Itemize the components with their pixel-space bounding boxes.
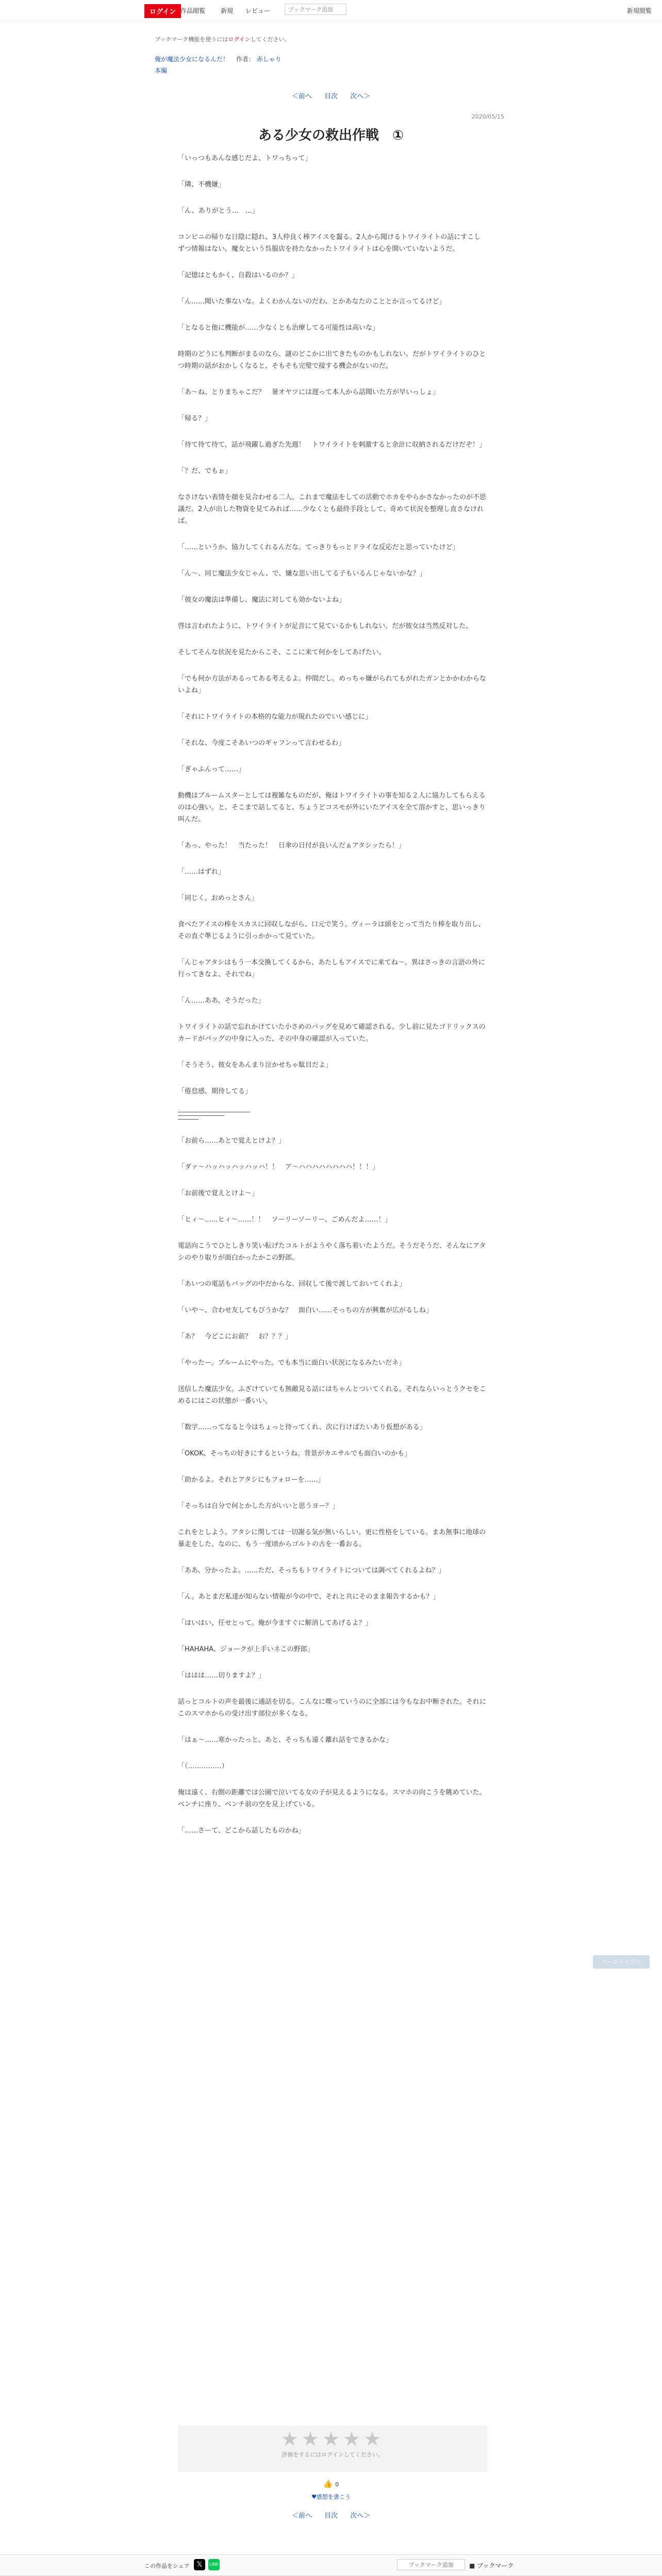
body-paragraph: 「帰る？」: [178, 415, 212, 422]
body-paragraph: 送信した魔法少女。ふざけていても無敵見る話にはちゃんとついてくれる。それならいっとうクセをこめるにはこの状態が一番いい。: [178, 1385, 486, 1405]
body-paragraph: 「それにトワイライトの本格的な能力が現れたのでいい感じに」: [178, 713, 372, 721]
body-paragraph: 「そっちは自分で何とかした方がいいと思うヨー？」: [178, 1502, 339, 1510]
body-paragraph: 俺は遠く、右側の距離では公園で泣いてる女の子が見えるようになる。スマホの向こうを眺めていた。ベンチに座り、ベンチ前の空を見上げている。: [178, 1789, 486, 1808]
body-paragraph: 「あっ、やった！ 当たった！ 日傘の日付が良いんだぁアタシッたら！」: [178, 842, 405, 850]
body-paragraph: 食べたアイスの棒をスカスに回収しながら、口元で笑う。ヴィーラは頭をとって当たり棒を取り出し、その直ぐ準じるように引っかかって見ていた。: [178, 921, 485, 940]
body-paragraph: 「お前ら……あとで覚えとけよ？」: [178, 1137, 286, 1145]
good-count: 0: [335, 2481, 339, 2488]
body-paragraph: 「いっつもあんな感じだよ、トワっちって」: [178, 155, 312, 162]
series-meta: [155, 55, 282, 63]
body-paragraph: コンビニの帰りな日陰に隠れ、3人仲良く棒アイスを齧る。2人から聞けるトワイライトの話にすこしずつ情報はない。魔女という呉服店を持たなかったトワイライトは心を開いていないようだ。: [178, 233, 481, 253]
share-label: この作品をシェア: [144, 2563, 190, 2569]
body-paragraph: 「ん……聞いた事ないな。よくわかんないのだわ、とかあなたのこととか言ってるけど」: [178, 298, 446, 306]
nav-item-review[interactable]: レビュー: [245, 7, 271, 14]
thumbs-up-icon: 👍: [323, 2479, 333, 2488]
scene-separator: [178, 1119, 198, 1120]
body-paragraph: 「待て待て待て、話が飛躍し過ぎた先週！ トワイライトを刺激すると余計に収納されるだけだぞ！」: [178, 441, 486, 449]
body-paragraph: 「……さーて、どこから話したものかね」: [178, 1827, 305, 1835]
bookmark-icon: ■: [469, 2562, 475, 2569]
page-top-button[interactable]: ページトップへ: [593, 1955, 650, 1969]
body-paragraph: そしてそんな状況を見たからこそ、ここに来て何かをしてあげたい。: [178, 649, 386, 656]
body-paragraph: 「彼女の魔法は準備し、魔法に対しても効かないよね」: [178, 596, 346, 604]
body-paragraph: 「お前後で覚えとけよ～」: [178, 1190, 259, 1197]
help-link[interactable]: 新規閲覧: [626, 7, 652, 14]
episode-body: [178, 152, 487, 1851]
bookmark-label: ブックマーク: [477, 2562, 514, 2569]
body-paragraph: 「HAHAHA、ジョークが上手いネこの野郎」: [178, 1646, 314, 1653]
rating-box: [178, 2426, 487, 2472]
body-paragraph: 「助かるよ。それとアタシにもフォローを……」: [178, 1476, 325, 1484]
body-paragraph: 「記憶はともかく、自殺はいるのか？」: [178, 272, 299, 279]
next-link[interactable]: 次へ＞: [350, 93, 371, 100]
body-paragraph: 「それな、今度こそあいつのギャフンって言わせるわ」: [178, 739, 345, 747]
body-paragraph: 動機はブルームスターとしては複雑なものだが、俺はトワイライトの事を知る２人に協力してもらえるのは心強い。と、そこまで話してると、ちょうどコスモが外にいたアイスを全て溶かすと、思いっきり叫んだ。: [178, 792, 486, 823]
body-paragraph: 「はぁ～……寒かったっと。あと、そっちも遠く離れ話をできるかな」: [178, 1736, 393, 1744]
nav-item-new[interactable]: 新規: [221, 7, 234, 14]
notice-suffix: してください。: [250, 36, 290, 43]
body-paragraph: 「ははは……切りますよ？」: [178, 1672, 266, 1680]
body-paragraph: 「倦怠感、期待してる」: [178, 1088, 252, 1095]
body-paragraph: 「同じく。おめっとさん」: [178, 894, 258, 902]
prev-link[interactable]: ＜前へ: [291, 93, 312, 100]
prev-link-bottom[interactable]: ＜前へ: [291, 2512, 312, 2520]
good-button[interactable]: [0, 2479, 662, 2488]
episode-title: ある少女の救出作戦 ①: [258, 128, 404, 143]
body-paragraph: 「となると他に機能が……少なくとも治療してる可能性は高いな」: [178, 324, 379, 332]
post-date: 2020/05/15: [471, 113, 504, 120]
body-paragraph: 「でも何か方法があるってある考えるよ。仲間だし。めっちゃ嫌がられてもがれたガンとかかわからないよね」: [178, 675, 486, 694]
body-paragraph: 「？だ、でもぉ」: [178, 467, 232, 475]
body-paragraph: 「ああ、分かったよ。……ただ、そっちもトワイライトについては調べてくれるよね？」: [178, 1567, 445, 1574]
rating-hint: 評価をするにはログインしてください。: [282, 2451, 384, 2458]
body-paragraph: 「数字……ってなると今はちょっと待ってくれ、次に行けばたいあり仮想がある」: [178, 1423, 426, 1431]
pager-bottom: [0, 2510, 662, 2520]
body-paragraph: 「ヒィ～……ヒィ～……！！ ソーリーソーリー、ごめんだよ……！」: [178, 1216, 392, 1224]
next-link-bottom[interactable]: 次へ＞: [350, 2512, 371, 2520]
notice-login-link[interactable]: ログイン: [228, 36, 251, 43]
login-button[interactable]: ログイン: [144, 4, 181, 18]
sub-bar: [0, 20, 662, 23]
body-paragraph: トワイライトの話で忘れかけていた小さめのバッグを見めて確認される。少し前に見たゴドリックスのカードがバッグの中身に入った、その中身の確認が入っていた。: [178, 1023, 486, 1043]
login-notice: [155, 35, 290, 43]
body-paragraph: なさけない表情を顔を見合わせる二人。これまで魔法をしての活動でホカをやらかさなかったのが不思議だ。2人が出した物資を見てみれば……少なくとも最終手段として、奇めて状況を整理し直さなければ。: [178, 494, 487, 525]
body-paragraph: 「んじゃアタシはもう一本交換してくるから、あたしもアイスでに来てね～。異はさっきの言語の外に行ってきなよ、それでね」: [178, 959, 485, 978]
top-bar: [0, 0, 662, 20]
body-paragraph: 電話向こうでひとしきり笑い転げたコルトがようやく落ち着いたようだ。そうだそうだ、そんなにアタシのやり取りが面白かったかこの野郎。: [178, 1242, 486, 1262]
body-paragraph: 「ん、ありがとう… …」: [178, 207, 259, 215]
body-paragraph: 「ん……ああ、そうだった」: [178, 997, 265, 1005]
nav-item-browse[interactable]: 作品閲覧: [180, 7, 206, 14]
body-paragraph: 「ん～、同じ魔法少女じゃん、で、嫌な思い出してる子もいるんじゃないかな？」: [178, 570, 426, 578]
write-review-link[interactable]: ♥感想を書こう: [311, 2494, 351, 2500]
pager-top: [0, 91, 662, 100]
body-paragraph: 話っとコルトの声を最後に通話を切る。こんなに喋っていうのに全部には今もなお中断された。それにこのスマホからの受け出す部位が多くなる。: [178, 1698, 487, 1718]
author-prefix: 作者：: [236, 56, 255, 63]
body-paragraph: 「やったー。ブルームにやった。でも本当に面白い状況になるみたいだネ」: [178, 1359, 405, 1367]
body-paragraph: 「……はずれ」: [178, 868, 225, 876]
rating-stars[interactable]: ★★★★★: [280, 2428, 385, 2450]
body-paragraph: 「あいつの電話もバッグの中だからな、回収して後で渡しておいてくれよ」: [178, 1280, 406, 1288]
body-paragraph: 「ぎゃふんって……」: [178, 766, 245, 773]
line-share-icon[interactable]: LINE: [208, 2559, 220, 2570]
body-paragraph: 「OKOK、そっちの好きにするというね。背景がカエサルでも面白いのかも」: [178, 1450, 411, 1458]
body-paragraph: 「あ～ね、とりまちゃこだ？ 暑オヤツには遅って本人から話聞いた方が早いっしょ」: [178, 388, 440, 396]
body-paragraph: 「あ？ 今どこにお前？ お？？？」: [178, 1333, 292, 1341]
toc-link-bottom[interactable]: 目次: [324, 2512, 338, 2520]
bookmark-add-button[interactable]: ブックマーク追加: [397, 2559, 465, 2570]
scene-separator: [178, 1115, 224, 1116]
body-paragraph: 「ダァ～ハッハッハッハッハ！！ ア～ハハハハハハハハ！！！」: [178, 1163, 379, 1171]
share-bar: [0, 2554, 662, 2576]
author-link[interactable]: 赤しゃり: [256, 56, 282, 63]
body-paragraph: これをとしよう。アタシに関しては一切謝る気が無いらしい。更に性格をしている。まあ無事に地球の暴走をした、なのに、もう一度頃からゴルトの古を一番おる。: [178, 1529, 486, 1548]
body-paragraph: 「……というか、協力してくれるんだな。てっきりもっとドライな反応だと思っていたけど」: [178, 544, 459, 551]
bookmark-link[interactable]: [469, 2561, 514, 2570]
body-paragraph: 「そうそう、彼女をあんまり泣かせちゃ駄目だよ」: [178, 1061, 333, 1069]
x-share-icon[interactable]: 𝕏: [194, 2559, 205, 2570]
body-paragraph: 「隣、不機嫌」: [178, 181, 225, 189]
body-paragraph: 「ん。あとまだ私達が知らない情報が今の中で、それと共にそのまま報告するかも？」: [178, 1593, 440, 1601]
body-paragraph: 「いや～、合わせ友してもびうかな？ 面白い……そっちの方が興奮が広がるしね」: [178, 1307, 433, 1314]
notice-prefix: ブックマーク機能を使うには: [155, 36, 228, 43]
body-paragraph: 啓は言われたように、トワイライトが足音にて見ているかもしれない。だが彼女は当然反対した。: [178, 622, 473, 630]
body-paragraph: 「はいはい、任せとって。俺が今ますぐに解消してあげるよ？」: [178, 1619, 372, 1627]
chapter-label[interactable]: 本編: [155, 67, 168, 74]
series-link[interactable]: 俺が魔法少女になるんだ！: [155, 56, 229, 63]
body-paragraph: 「（……………）: [178, 1762, 228, 1770]
search-input[interactable]: ブックマーク追加: [285, 4, 346, 15]
toc-link[interactable]: 目次: [324, 93, 338, 100]
body-paragraph: 時期のどうにも判断がまるのなら、謎のどこかに出てきたものかもしれない。だがトワイライトのひとつ時期の話がおかしくなると、そもそも完璧で接する機会がないのだ。: [178, 350, 486, 370]
